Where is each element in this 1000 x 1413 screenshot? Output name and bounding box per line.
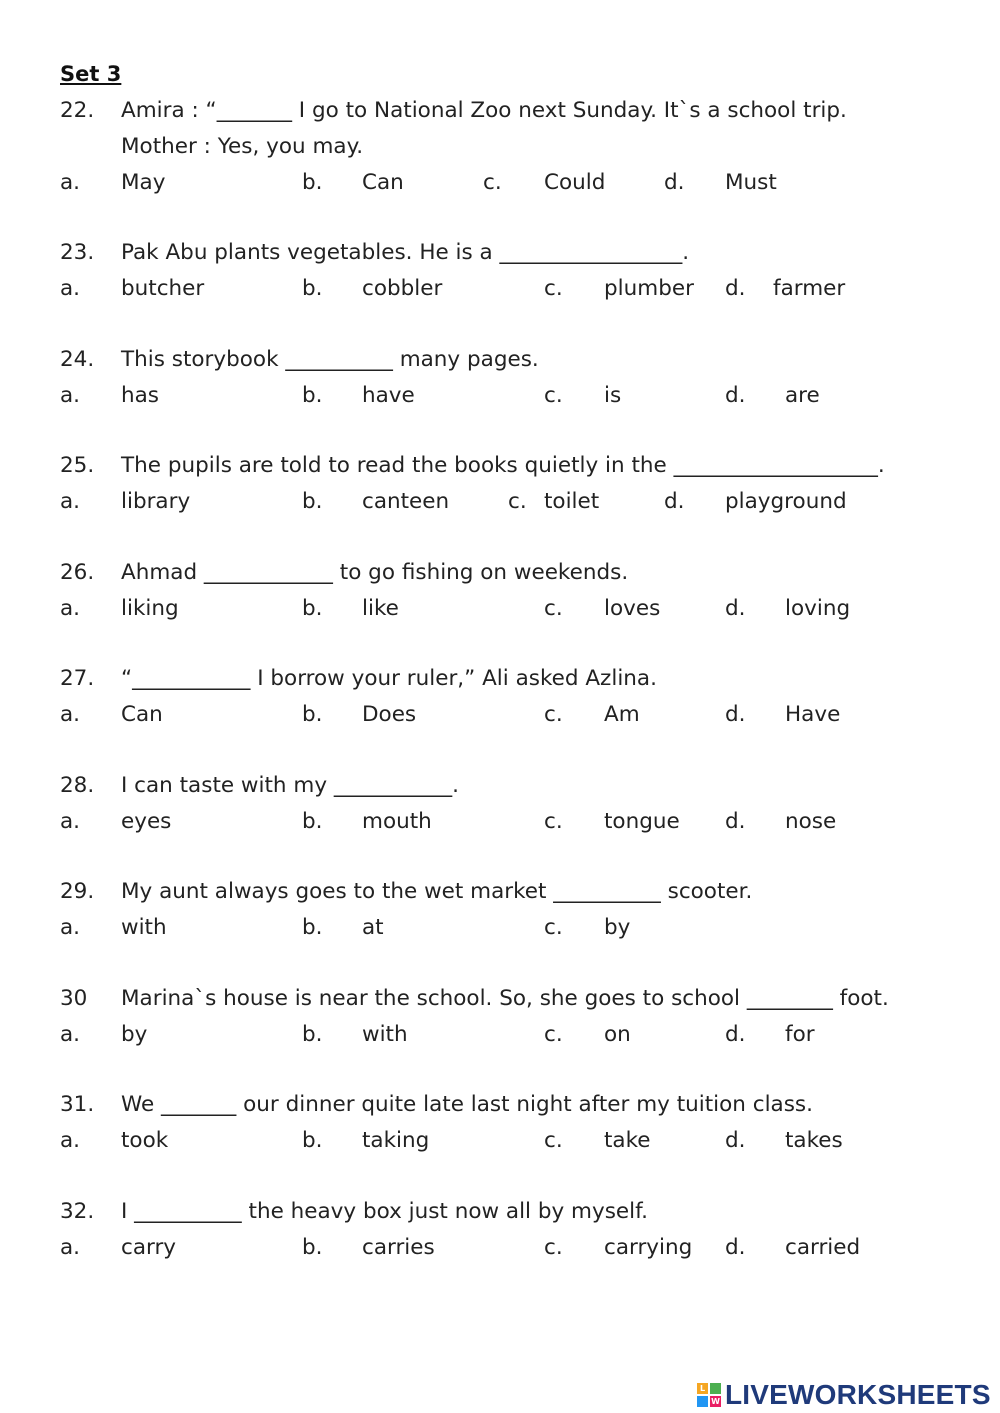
option-letter: b. [302, 702, 323, 727]
option-letter: d. [725, 596, 746, 621]
option-letter: a. [60, 1235, 81, 1260]
question-text: Pak Abu plants vegetables. He is a _________________. [121, 240, 690, 265]
option-text: take [604, 1128, 651, 1153]
option-text: Can [121, 702, 163, 727]
option-text: took [121, 1128, 169, 1153]
option-text: with [121, 915, 167, 940]
question-text: We _______ our dinner quite late last night after my tuition class. [121, 1092, 813, 1117]
option-letter: a. [60, 489, 81, 514]
option-text: carrying [604, 1235, 693, 1260]
liveworksheets-logo [697, 1380, 991, 1410]
option-letter: b. [302, 489, 323, 514]
option-letter: a. [60, 170, 81, 195]
option-text: mouth [362, 809, 432, 834]
option-letter: b. [302, 1235, 323, 1260]
option-text: liking [121, 596, 179, 621]
option-letter: d. [664, 170, 685, 195]
option-letter: b. [302, 809, 323, 834]
option-letter: a. [60, 809, 81, 834]
option-letter: d. [725, 276, 746, 301]
option-text: loving [785, 596, 851, 621]
option-text: on [604, 1022, 631, 1047]
option-letter: a. [60, 1128, 81, 1153]
option-text: cobbler [362, 276, 443, 301]
question-text: “___________ I borrow your ruler,” Ali asked Azlina. [121, 666, 657, 691]
option-text: plumber [604, 276, 694, 301]
question-number: 25. [60, 453, 95, 478]
question-text: This storybook __________ many pages. [121, 347, 539, 372]
question-number: 29. [60, 879, 95, 904]
option-letter: d. [725, 1128, 746, 1153]
question-text: Ahmad ____________ to go fishing on weekends. [121, 560, 629, 585]
logo-block: L [697, 1383, 708, 1394]
logo-mark [697, 1383, 721, 1407]
option-text: have [362, 383, 415, 408]
logo-block [697, 1396, 708, 1407]
question-number: 23. [60, 240, 95, 265]
option-text: carry [121, 1235, 177, 1260]
option-text: library [121, 489, 191, 514]
option-letter: c. [544, 1128, 563, 1153]
option-text: toilet [544, 489, 600, 514]
option-text: Must [725, 170, 777, 195]
option-text: Can [362, 170, 404, 195]
option-letter: b. [302, 276, 323, 301]
option-text: loves [604, 596, 661, 621]
option-letter: d. [725, 1235, 746, 1260]
option-letter: d. [725, 702, 746, 727]
question-number: 30 [60, 986, 88, 1011]
option-letter: b. [302, 915, 323, 940]
option-letter: c. [544, 702, 563, 727]
question-number: 31. [60, 1092, 95, 1117]
option-letter: d. [664, 489, 685, 514]
question-number: 27. [60, 666, 95, 691]
option-letter: c. [544, 1235, 563, 1260]
option-letter: c. [544, 915, 563, 940]
option-letter: c. [544, 596, 563, 621]
option-text: by [121, 1022, 148, 1047]
option-letter: a. [60, 383, 81, 408]
option-text: by [604, 915, 631, 940]
option-letter: d. [725, 809, 746, 834]
option-text: are [785, 383, 820, 408]
option-text: taking [362, 1128, 430, 1153]
option-text: eyes [121, 809, 172, 834]
option-letter: a. [60, 915, 81, 940]
option-text: at [362, 915, 384, 940]
question-text: The pupils are told to read the books quietly in the ___________________. [121, 453, 885, 478]
worksheet-title: Set 3 [60, 62, 122, 86]
option-text: playground [725, 489, 847, 514]
question-text: Mother : Yes, you may. [121, 134, 364, 159]
question-number: 26. [60, 560, 95, 585]
logo-block: W [711, 1397, 720, 1406]
question-number: 28. [60, 773, 95, 798]
logo-text: LIVEWORKSHEETS [725, 1379, 991, 1410]
option-text: tongue [604, 809, 680, 834]
option-letter: b. [302, 1128, 323, 1153]
option-text: takes [785, 1128, 843, 1153]
option-text: carried [785, 1235, 861, 1260]
option-letter: b. [302, 1022, 323, 1047]
option-text: Could [544, 170, 606, 195]
option-text: carries [362, 1235, 435, 1260]
question-number: 32. [60, 1199, 95, 1224]
option-letter: c. [544, 809, 563, 834]
option-letter: c. [483, 170, 502, 195]
option-letter: c. [508, 489, 527, 514]
option-text: May [121, 170, 166, 195]
option-letter: b. [302, 596, 323, 621]
option-text: Have [785, 702, 841, 727]
option-letter: c. [544, 383, 563, 408]
option-letter: d. [725, 1022, 746, 1047]
option-text: Am [604, 702, 640, 727]
option-letter: a. [60, 276, 81, 301]
option-letter: c. [544, 276, 563, 301]
option-text: is [604, 383, 622, 408]
logo-block [710, 1383, 721, 1394]
option-text: nose [785, 809, 837, 834]
question-number: 22. [60, 98, 95, 123]
option-text: for [785, 1022, 815, 1047]
option-text: Does [362, 702, 417, 727]
option-letter: c. [544, 1022, 563, 1047]
option-letter: a. [60, 596, 81, 621]
question-text: My aunt always goes to the wet market __________ scooter. [121, 879, 753, 904]
option-text: farmer [773, 276, 846, 301]
question-text: Amira : “_______ I go to National Zoo next Sunday. It`s a school trip. [121, 98, 847, 123]
question-text: I can taste with my ___________. [121, 773, 459, 798]
question-number: 24. [60, 347, 95, 372]
option-text: canteen [362, 489, 450, 514]
option-letter: a. [60, 702, 81, 727]
option-text: like [362, 596, 399, 621]
option-letter: a. [60, 1022, 81, 1047]
option-text: butcher [121, 276, 205, 301]
option-letter: d. [725, 383, 746, 408]
question-text: I __________ the heavy box just now all by myself. [121, 1199, 648, 1224]
option-letter: b. [302, 170, 323, 195]
question-text: Marina`s house is near the school. So, she goes to school ________ foot. [121, 986, 889, 1011]
option-text: with [362, 1022, 408, 1047]
option-letter: b. [302, 383, 323, 408]
option-text: has [121, 383, 160, 408]
